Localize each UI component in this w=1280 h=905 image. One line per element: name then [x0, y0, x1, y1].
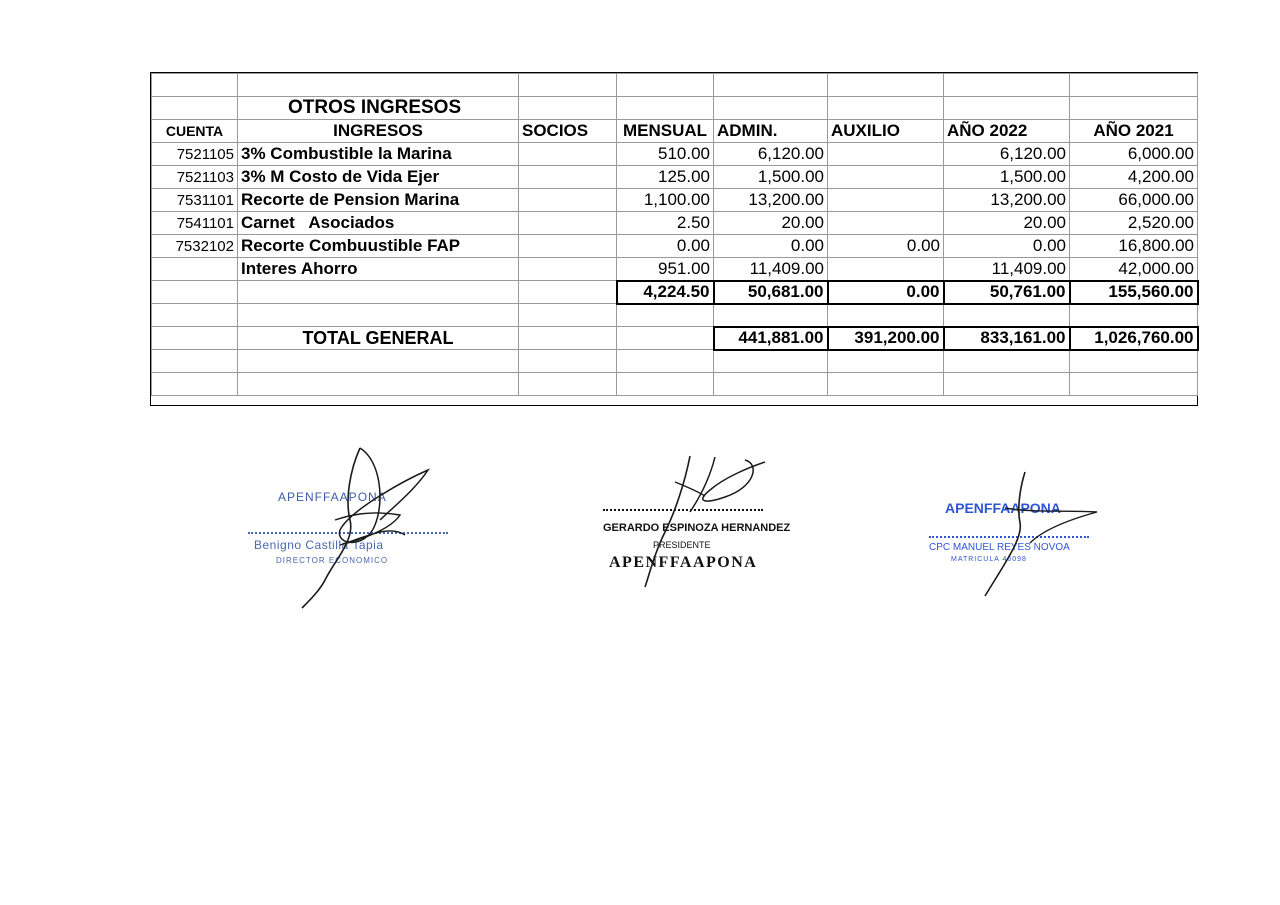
ingreso-cell: 3% Combustible la Marina	[238, 143, 519, 166]
anio-2021-cell: 16,800.00	[1070, 235, 1198, 258]
auxilio-cell	[828, 212, 944, 235]
admin-cell: 20.00	[714, 212, 828, 235]
anio-2021-cell: 4,200.00	[1070, 166, 1198, 189]
socios-cell	[519, 235, 617, 258]
anio-2022-cell: 20.00	[944, 212, 1070, 235]
empty-row	[152, 304, 1198, 327]
anio-2022-cell: 13,200.00	[944, 189, 1070, 212]
total-auxilio: 391,200.00	[828, 327, 944, 350]
signer-name: Benigno Castilla Tapia	[254, 538, 384, 552]
mensual-cell: 510.00	[617, 143, 714, 166]
stamp-org: APENFFAAPONA	[609, 554, 758, 571]
signer-role: MATRICULA 46098	[951, 556, 1027, 563]
anio-2021-cell: 66,000.00	[1070, 189, 1198, 212]
subtotal-auxilio: 0.00	[828, 281, 944, 304]
signature-director-economico	[240, 440, 470, 610]
admin-cell: 11,409.00	[714, 258, 828, 281]
subtotal-anio-2021: 155,560.00	[1070, 281, 1198, 304]
col-header-anio-2021: AÑO 2021	[1070, 120, 1198, 143]
signer-name: GERARDO ESPINOZA HERNANDEZ	[603, 522, 791, 534]
cuenta-cell: 7521105	[152, 143, 238, 166]
col-header-anio-2022: AÑO 2022	[944, 120, 1070, 143]
total-general-row	[152, 327, 1198, 350]
anio-2022-cell: 0.00	[944, 235, 1070, 258]
subtotal-row	[152, 281, 1198, 304]
anio-2021-cell: 2,520.00	[1070, 212, 1198, 235]
handwritten-signature	[925, 468, 1115, 608]
signer-role: PRESIDENTE	[653, 540, 711, 550]
admin-cell: 0.00	[714, 235, 828, 258]
cuenta-cell: 7531101	[152, 189, 238, 212]
signer-name: CPC MANUEL REYES NOVOA	[929, 542, 1070, 553]
admin-cell: 1,500.00	[714, 166, 828, 189]
subtotal-mensual: 4,224.50	[617, 281, 714, 304]
mensual-cell: 2.50	[617, 212, 714, 235]
anio-2022-cell: 6,120.00	[944, 143, 1070, 166]
header-row	[152, 120, 1198, 143]
subtotal-admin: 50,681.00	[714, 281, 828, 304]
signature-contador	[925, 468, 1115, 608]
table-row	[152, 235, 1198, 258]
empty-row	[152, 74, 1198, 97]
admin-cell: 6,120.00	[714, 143, 828, 166]
table-row	[152, 143, 1198, 166]
ingreso-cell: Recorte de Pension Marina	[238, 189, 519, 212]
socios-cell	[519, 166, 617, 189]
mensual-cell: 951.00	[617, 258, 714, 281]
ingreso-cell: Interes Ahorro	[238, 258, 519, 281]
total-general-label: TOTAL GENERAL	[238, 327, 519, 350]
stamp-org: APENFFAAPONA	[945, 500, 1061, 516]
col-header-admin: ADMIN.	[714, 120, 828, 143]
signer-role: DIRECTOR ECONOMICO	[276, 556, 389, 565]
auxilio-cell	[828, 189, 944, 212]
ingreso-cell: Recorte Combuustible FAP	[238, 235, 519, 258]
anio-2022-cell: 1,500.00	[944, 166, 1070, 189]
col-header-ingresos: INGRESOS	[238, 120, 519, 143]
cuenta-cell: 7541101	[152, 212, 238, 235]
otros-ingresos-table	[151, 73, 1199, 396]
col-header-mensual: MENSUAL	[617, 120, 714, 143]
table-row	[152, 189, 1198, 212]
section-title: OTROS INGRESOS	[238, 97, 519, 120]
table-row	[152, 166, 1198, 189]
admin-cell: 13,200.00	[714, 189, 828, 212]
socios-cell	[519, 143, 617, 166]
mensual-cell: 125.00	[617, 166, 714, 189]
empty-row	[152, 350, 1198, 373]
signature-presidente	[595, 452, 791, 592]
cuenta-cell	[152, 258, 238, 281]
anio-2022-cell: 11,409.00	[944, 258, 1070, 281]
auxilio-cell: 0.00	[828, 235, 944, 258]
table-row	[152, 258, 1198, 281]
ingreso-cell: 3% M Costo de Vida Ejer	[238, 166, 519, 189]
anio-2021-cell: 6,000.00	[1070, 143, 1198, 166]
col-header-auxilio: AUXILIO	[828, 120, 944, 143]
col-header-socios: SOCIOS	[519, 120, 617, 143]
auxilio-cell	[828, 143, 944, 166]
handwritten-signature	[240, 440, 470, 610]
total-anio-2021: 1,026,760.00	[1070, 327, 1198, 350]
total-admin: 441,881.00	[714, 327, 828, 350]
auxilio-cell	[828, 166, 944, 189]
cuenta-cell: 7521103	[152, 166, 238, 189]
handwritten-signature	[595, 452, 775, 592]
subtotal-anio-2022: 50,761.00	[944, 281, 1070, 304]
mensual-cell: 0.00	[617, 235, 714, 258]
total-anio-2022: 833,161.00	[944, 327, 1070, 350]
cuenta-cell: 7532102	[152, 235, 238, 258]
income-sheet	[150, 72, 1198, 406]
table-row	[152, 212, 1198, 235]
socios-cell	[519, 212, 617, 235]
auxilio-cell	[828, 258, 944, 281]
mensual-cell: 1,100.00	[617, 189, 714, 212]
ingreso-cell: Carnet Asociados	[238, 212, 519, 235]
title-row	[152, 97, 1198, 120]
empty-row	[152, 373, 1198, 396]
socios-cell	[519, 258, 617, 281]
socios-cell	[519, 189, 617, 212]
stamp-org: APENFFAAPONA	[278, 490, 387, 504]
anio-2021-cell: 42,000.00	[1070, 258, 1198, 281]
col-header-cuenta: CUENTA	[152, 120, 238, 143]
